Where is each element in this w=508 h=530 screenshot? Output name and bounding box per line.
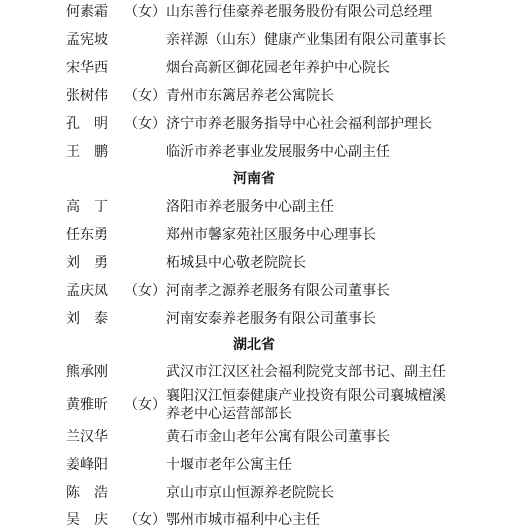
person-name: 宋华西 (66, 60, 108, 76)
person-gender: （女） (124, 397, 166, 413)
person-organization: 十堰市老年公寓主任 (166, 457, 292, 473)
person-name: 孟宪坡 (66, 32, 108, 48)
person-organization: 柘城县中心敬老院院长 (166, 255, 306, 271)
person-name: 高 丁 (66, 199, 108, 215)
person-gender: （女） (124, 512, 166, 528)
person-organization: 河南孝之源养老服务有限公司董事长 (166, 283, 390, 299)
person-name: 任东勇 (66, 227, 108, 243)
person-organization: 郑州市馨家苑社区服务中心理事长 (166, 227, 376, 243)
person-organization: 青州市东篱居养老公寓院长 (166, 88, 334, 104)
person-name: 黄雅昕 (66, 397, 108, 413)
person-organization: 武汉市江汉区社会福利院党支部书记、副主任 (166, 364, 446, 380)
person-organization: 临沂市养老事业发展服务中心副主任 (166, 144, 390, 160)
person-name: 孔 明 (66, 116, 108, 132)
person-gender: （女） (124, 283, 166, 299)
person-organization: 京山市京山恒源养老院院长 (166, 485, 334, 501)
person-gender: （女） (124, 116, 166, 132)
person-name: 熊承刚 (66, 364, 108, 380)
person-gender: （女） (124, 4, 166, 20)
person-name: 兰汉华 (66, 429, 108, 445)
person-name: 孟庆凤 (66, 283, 108, 299)
person-organization: 山东善行佳豪养老服务股份有限公司总经理 (166, 4, 432, 20)
person-organization: 亲祥源（山东）健康产业集团有限公司董事长 (166, 32, 446, 48)
person-organization: 鄂州市城市福利中心主任 (166, 512, 320, 528)
person-organization: 烟台高新区御花园老年养护中心院长 (166, 60, 390, 76)
section-heading-henan: 河南省 (233, 171, 275, 187)
person-organization: 襄阳汉江恒泰健康产业投资有限公司襄城檀溪养老中心运营部部长 (166, 388, 446, 422)
person-organization: 黄石市金山老年公寓有限公司董事长 (166, 429, 390, 445)
person-name: 陈 浩 (66, 485, 108, 501)
section-heading-hubei: 湖北省 (233, 337, 275, 353)
person-name: 王 鹏 (66, 144, 108, 160)
person-organization: 济宁市养老服务指导中心社会福利部护理长 (166, 116, 432, 132)
person-name: 刘 勇 (66, 255, 108, 271)
person-name: 刘 泰 (66, 311, 108, 327)
person-gender: （女） (124, 88, 166, 104)
person-organization: 河南安泰养老服务有限公司董事长 (166, 311, 376, 327)
person-organization: 洛阳市养老服务中心副主任 (166, 199, 334, 215)
person-name: 姜峰阳 (66, 457, 108, 473)
person-name: 吴 庆 (66, 512, 108, 528)
person-name: 张树伟 (66, 88, 108, 104)
person-name: 何素霜 (66, 4, 108, 20)
